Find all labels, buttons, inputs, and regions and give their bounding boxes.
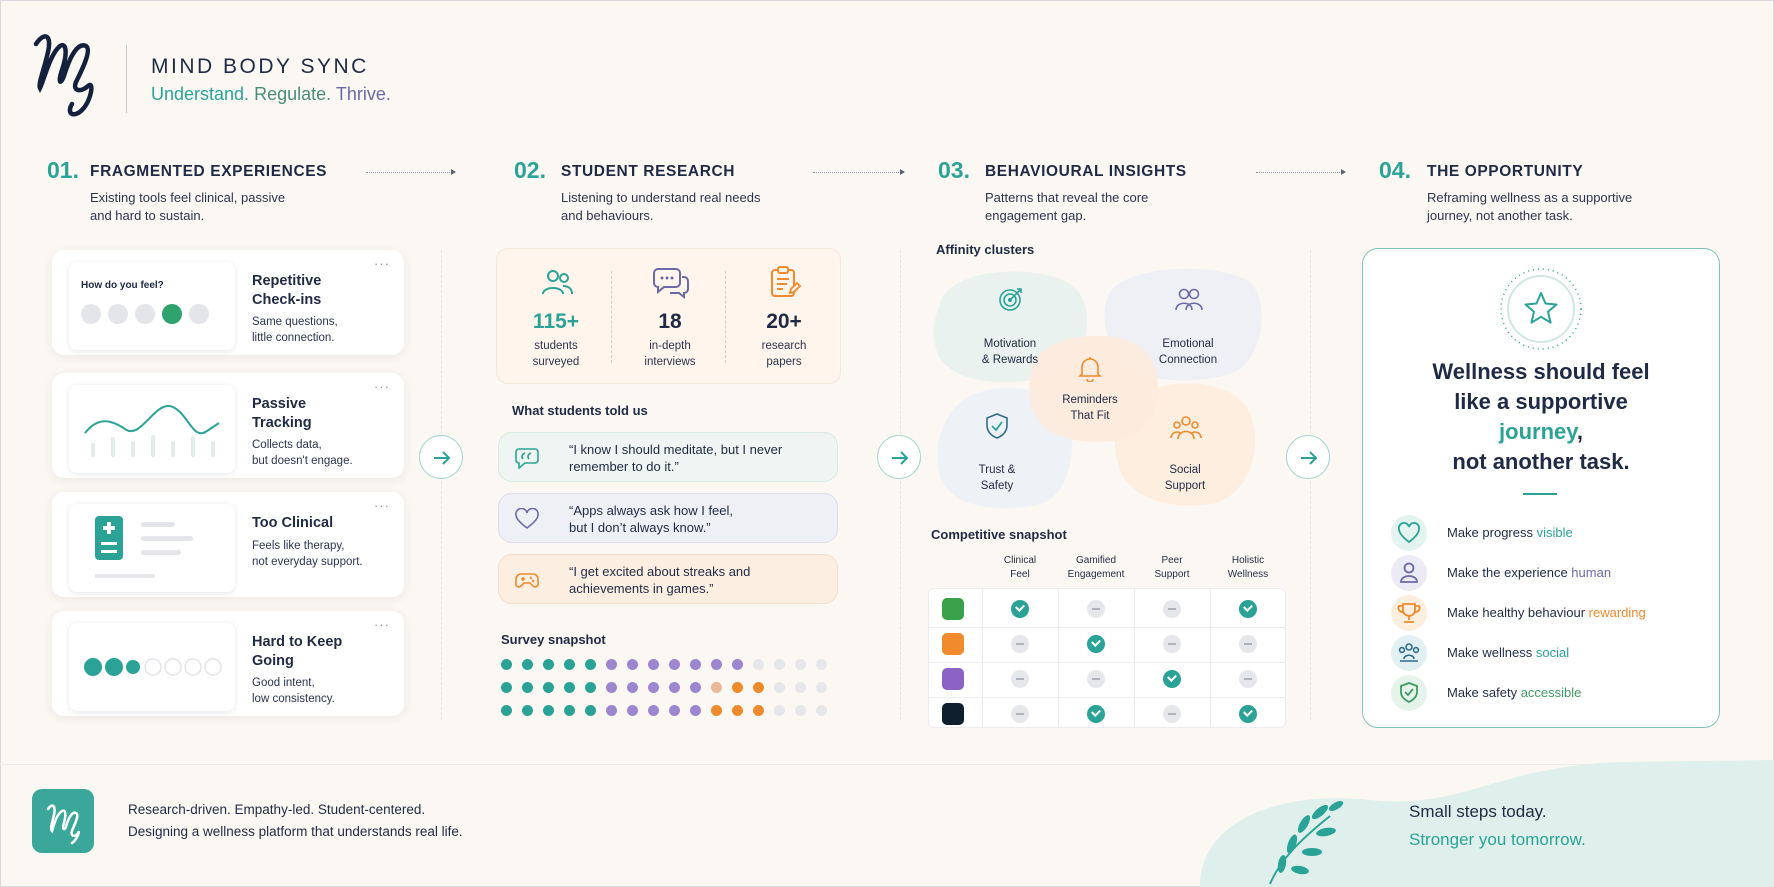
check-icon (1087, 635, 1105, 653)
tagline-thrive: Thrive. (335, 84, 391, 104)
brand-name: MIND BODY SYNC (151, 55, 369, 78)
competitive-table (928, 552, 1286, 728)
col-header-peer: Peer Support (1154, 555, 1190, 580)
stat-label: in-depth interviews (644, 340, 696, 368)
dash-icon (1163, 635, 1181, 653)
streak-dots-icon (69, 623, 235, 711)
competitive-snapshot-label: Competitive snapshot (931, 527, 1067, 542)
heart-icon (1391, 515, 1427, 551)
check-icon (1239, 705, 1257, 723)
section-2-title: STUDENT RESEARCH (561, 163, 736, 180)
streak-thumbnail (69, 623, 235, 711)
survey-dot (669, 705, 680, 716)
cluster-reminders[interactable] (1040, 354, 1140, 434)
survey-dot (501, 705, 512, 716)
survey-dot (627, 705, 638, 716)
logo-icon (30, 30, 110, 120)
check-icon (1011, 600, 1029, 618)
opportunity-card (1362, 248, 1720, 728)
mood-faces (81, 304, 216, 329)
footer-motto-1: Small steps today. (1409, 802, 1547, 821)
survey-dot (669, 659, 680, 670)
survey-dot (522, 682, 533, 693)
chat-icon (652, 265, 690, 299)
card-desc: Same questions, little connection. (252, 316, 338, 344)
person-icon (1391, 555, 1427, 591)
survey-dot (753, 659, 764, 670)
col-header-gamified: Gamified Engagement (1067, 555, 1125, 580)
dash-icon (1087, 670, 1105, 688)
headline-highlight: journey (1499, 419, 1577, 444)
shield-icon (984, 412, 1010, 440)
col-header-clinical: Clinical Feel (1003, 555, 1037, 580)
stat-label: students surveyed (532, 340, 580, 368)
survey-dot (690, 659, 701, 670)
opportunity-highlight: accessible (1520, 685, 1582, 700)
survey-dot (774, 659, 785, 670)
table-col-divider (1058, 588, 1059, 728)
quote-text: “I know I should meditate, but I never remember to do it.” (569, 442, 783, 474)
quote-card (498, 554, 838, 604)
section-3-title: BEHAVIOURAL INSIGHTS (985, 163, 1187, 180)
survey-dot (648, 659, 659, 670)
section-3-sub1: Patterns that reveal the core (985, 190, 1149, 205)
more-options-icon[interactable]: ··· (374, 379, 390, 394)
card-title: Repetitive Check-ins (252, 273, 322, 308)
opportunity-item (1391, 515, 1711, 551)
check-icon (1087, 705, 1105, 723)
card-desc: Collects data, but doesn't engage. (252, 439, 353, 467)
star-badge-icon (1499, 267, 1583, 351)
survey-dot (501, 659, 512, 670)
section-1-sub1: Existing tools feel clinical, passive (90, 190, 286, 205)
card-title: Passive Tracking (252, 396, 312, 431)
affinity-clusters (930, 264, 1270, 514)
opportunity-item (1391, 675, 1711, 711)
survey-dot (711, 682, 722, 693)
opportunity-text: Make progress visible (1447, 525, 1573, 540)
sad-face-icon[interactable] (81, 304, 101, 324)
stat-students (501, 249, 611, 370)
headline-underline (1523, 493, 1557, 495)
logo-icon (32, 789, 94, 853)
medical-record-icon (69, 504, 235, 592)
wave-chart-icon (69, 385, 235, 473)
col-header-holistic: Holistic Wellness (1227, 555, 1269, 580)
opportunity-text: Make safety accessible (1447, 685, 1582, 700)
card-passive-tracking[interactable] (52, 373, 404, 478)
cluster-label: Trust & Safety (978, 464, 1016, 492)
survey-dot (564, 682, 575, 693)
app-logo-icon (942, 598, 964, 620)
survey-dot (753, 705, 764, 716)
section-4-title: THE OPPORTUNITY (1427, 163, 1584, 180)
stat-interviews (615, 249, 725, 370)
survey-dot (543, 682, 554, 693)
column-divider (441, 250, 442, 720)
table-col-divider (982, 588, 983, 728)
opportunity-text: Make wellness social (1447, 645, 1570, 660)
stat-divider (725, 271, 726, 363)
cluster-label: Emotional Connection (1158, 338, 1218, 366)
column-divider (900, 250, 901, 720)
dash-icon (1163, 600, 1181, 618)
survey-dot (753, 682, 764, 693)
gamepad-icon (515, 569, 539, 591)
research-stats (496, 248, 841, 384)
card-title: Hard to Keep Going (252, 634, 343, 669)
dash-icon (1011, 670, 1029, 688)
survey-dot (795, 659, 806, 670)
arrow-right-icon (1287, 436, 1331, 480)
target-icon (998, 286, 1024, 312)
tracking-chart-thumbnail (69, 385, 235, 473)
survey-dot (732, 705, 743, 716)
survey-dot (648, 705, 659, 716)
footer-motto-2: Stronger you tomorrow. (1409, 830, 1586, 849)
survey-dot (564, 659, 575, 670)
survey-dot (648, 682, 659, 693)
dash-icon (1087, 600, 1105, 618)
app-logo-icon (942, 668, 964, 690)
card-repetitive-checkins[interactable] (52, 250, 404, 355)
section-2-number: 02. (514, 157, 546, 183)
footer-line-2: Designing a wellness platform that understands real life. (128, 824, 463, 839)
stat-divider (611, 271, 612, 363)
app-logo-icon (942, 703, 964, 725)
section-4-sub2: journey, not another task. (1427, 208, 1573, 223)
more-options-icon[interactable]: ··· (374, 617, 390, 632)
dash-icon (1239, 670, 1257, 688)
stat-papers (729, 249, 839, 370)
app-logo-icon (942, 633, 964, 655)
opportunity-headline: Wellness should feel like a supportive journey, not another task. (1432, 359, 1650, 474)
survey-dot (501, 682, 512, 693)
survey-dot (585, 682, 596, 693)
header-divider (126, 45, 127, 113)
survey-dot (669, 682, 680, 693)
neutral-face-icon[interactable] (135, 304, 155, 324)
connector-1 (366, 172, 452, 173)
section-1-number: 01. (47, 157, 79, 183)
clipboard-icon (769, 265, 801, 299)
survey-dot-grid (501, 659, 841, 715)
heart-icon (515, 508, 539, 530)
check-icon (1163, 670, 1181, 688)
survey-dot (795, 705, 806, 716)
survey-dot (543, 659, 554, 670)
clinical-record-thumbnail (69, 504, 235, 592)
card-title: Too Clinical (252, 515, 334, 531)
section-1-sub2: and hard to sustain. (90, 208, 205, 223)
quote-card (498, 432, 838, 482)
survey-dot (585, 659, 596, 670)
survey-dot (816, 682, 827, 693)
survey-snapshot-label: Survey snapshot (501, 632, 606, 647)
next-arrow-button[interactable] (1286, 435, 1330, 479)
dash-icon (1011, 705, 1029, 723)
survey-dot (774, 705, 785, 716)
group-icon (1391, 635, 1427, 671)
survey-dot (711, 659, 722, 670)
next-arrow-button[interactable] (877, 435, 921, 479)
people-icon (1173, 286, 1205, 312)
sad-face-icon[interactable] (189, 304, 209, 324)
mood-checkin-thumbnail (69, 262, 235, 350)
survey-dot (522, 705, 533, 716)
column-divider (1310, 250, 1311, 720)
card-too-clinical[interactable] (52, 492, 404, 597)
check-icon (1239, 600, 1257, 618)
bell-icon (1076, 354, 1104, 382)
students-told-label: What students told us (512, 403, 648, 418)
tagline-regulate: Regulate. (254, 84, 332, 104)
more-options-icon[interactable]: ··· (374, 256, 390, 271)
survey-dot (627, 659, 638, 670)
opportunity-text: Make healthy behaviour rewarding (1447, 605, 1646, 620)
survey-dot (816, 705, 827, 716)
quote-icon (515, 447, 539, 469)
connector-2 (813, 172, 901, 173)
survey-dot (627, 682, 638, 693)
connector-3 (1256, 172, 1342, 173)
tagline-understand: Understand. (151, 84, 250, 104)
survey-dot (543, 705, 554, 716)
opportunity-highlight: rewarding (1588, 605, 1646, 620)
survey-dot (795, 682, 806, 693)
section-1-title: FRAGMENTED EXPERIENCES (90, 163, 328, 180)
table-col-divider (1210, 588, 1211, 728)
trophy-icon (1391, 595, 1427, 631)
affinity-clusters-label: Affinity clusters (936, 242, 1035, 257)
quote-card (498, 493, 838, 543)
table-col-divider (1134, 588, 1135, 728)
sad-face-icon[interactable] (108, 304, 128, 324)
more-options-icon[interactable]: ··· (374, 498, 390, 513)
cluster-trust-safety[interactable] (942, 412, 1052, 502)
shield-icon (1391, 675, 1427, 711)
quote-text: “I get excited about streaks and achievements in games.” (569, 564, 751, 596)
footer-logo (32, 789, 94, 853)
next-arrow-button[interactable] (419, 435, 463, 479)
footer-line-1: Research-driven. Empathy-led. Student-centered. (128, 802, 426, 817)
opportunity-item (1391, 635, 1711, 671)
survey-dot (522, 659, 533, 670)
footer-wave-decoration (1200, 760, 1774, 887)
stat-value: 20+ (766, 310, 802, 333)
survey-dot (606, 659, 617, 670)
section-3-sub2: engagement gap. (985, 208, 1087, 223)
stat-label: research papers (761, 340, 807, 368)
happy-face-icon[interactable] (162, 304, 182, 324)
quote-text: “Apps always ask how I feel, but I don’t always know.” (569, 503, 734, 535)
mood-prompt: How do you feel? (81, 280, 164, 291)
survey-dot (606, 705, 617, 716)
survey-dot (711, 705, 722, 716)
stat-value: 115+ (532, 310, 580, 333)
survey-dot (732, 682, 743, 693)
card-hard-to-keep-going[interactable] (52, 611, 404, 716)
survey-dot (690, 682, 701, 693)
arrow-right-icon (420, 436, 464, 480)
cluster-social-support[interactable] (1130, 412, 1240, 502)
survey-dot (816, 659, 827, 670)
brand-tagline (151, 84, 391, 105)
opportunity-item (1391, 555, 1711, 591)
survey-dot (732, 659, 743, 670)
people-icon (539, 267, 575, 299)
cluster-label: Motivation & Rewards (981, 338, 1039, 366)
dash-icon (1239, 635, 1257, 653)
stat-value: 18 (658, 310, 682, 333)
section-2-sub2: and behaviours. (561, 208, 654, 223)
opportunity-item (1391, 595, 1711, 631)
cluster-emotional-connection[interactable] (1128, 280, 1248, 370)
section-3-number: 03. (938, 157, 970, 183)
opportunity-highlight: visible (1536, 525, 1573, 540)
group-icon (1170, 414, 1202, 442)
cluster-label: Social Support (1164, 464, 1206, 492)
survey-dot (585, 705, 596, 716)
section-4-number: 04. (1379, 157, 1411, 183)
survey-dot (774, 682, 785, 693)
section-4-sub1: Reframing wellness as a supportive (1427, 190, 1633, 205)
opportunity-highlight: social (1535, 645, 1570, 660)
survey-dot (690, 705, 701, 716)
survey-dot (606, 682, 617, 693)
cluster-label: Reminders That Fit (1062, 394, 1118, 422)
card-desc: Good intent, low consistency. (252, 677, 335, 705)
dash-icon (1011, 635, 1029, 653)
dash-icon (1163, 705, 1181, 723)
opportunity-text: Make the experience human (1447, 565, 1612, 580)
arrow-right-icon (878, 436, 922, 480)
opportunity-highlight: human (1571, 565, 1612, 580)
card-desc: Feels like therapy, not everyday support. (252, 540, 363, 568)
section-2-sub1: Listening to understand real needs (561, 190, 761, 205)
survey-dot (564, 705, 575, 716)
